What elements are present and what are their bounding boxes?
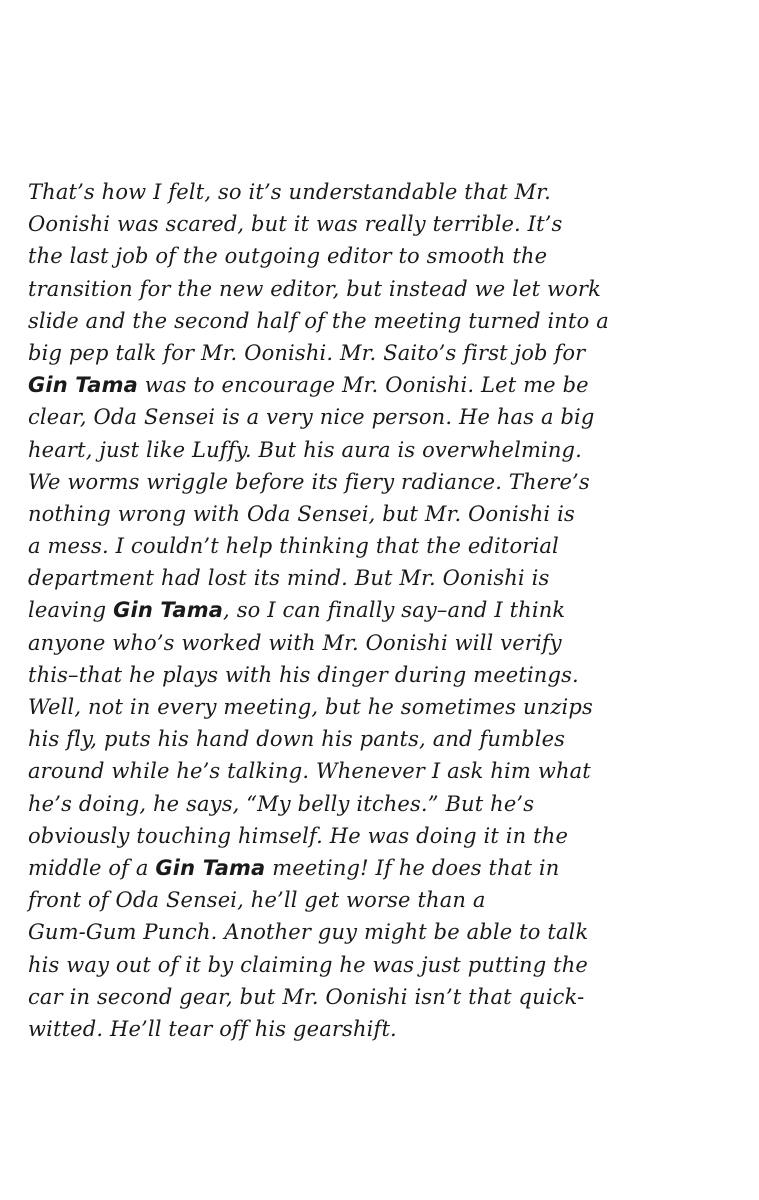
text-segment: slide and the second half of the meeting turned into a (28, 308, 609, 333)
text-segment: his way out of it by claiming he was just putting the (28, 952, 588, 977)
text-line (28, 180, 728, 212)
text-segment: around while he’s talking. Whenever I ask him what (28, 759, 591, 784)
text-segment: was to encourage Mr. Oonishi. Let me be (137, 373, 589, 398)
text-line (28, 920, 728, 952)
text-segment: leaving (28, 598, 114, 623)
text-line (28, 341, 728, 373)
text-segment: obviously touching himself. He was doing it in the (28, 823, 569, 848)
text-line (28, 212, 728, 244)
text-line (28, 824, 728, 856)
text-line (28, 502, 728, 534)
text-line (28, 373, 728, 405)
text-segment: We worms wriggle before its fiery radiance. There’s (28, 469, 590, 494)
text-line (28, 888, 728, 920)
text-line (28, 727, 728, 759)
text-segment: meeting! If he does that in (265, 855, 560, 880)
text-segment: witted. He’ll tear off his gearshift. (28, 1016, 397, 1041)
text-segment: car in second gear, but Mr. Oonishi isn’t that quick- (28, 984, 585, 1009)
text-line (28, 1017, 728, 1049)
text-segment: Gum-Gum Punch. Another guy might be able to talk (28, 920, 589, 945)
text-line (28, 470, 728, 502)
text-line (28, 663, 728, 695)
text-line (28, 856, 728, 888)
text-line (28, 534, 728, 566)
text-segment: he’s doing, he says, “My belly itches.” But he’s (28, 791, 535, 816)
title-reference: Gin Tama (28, 373, 138, 398)
text-segment: , so I can finally say–and I think (223, 598, 566, 623)
text-segment: transition for the new editor, but instead we let work (28, 276, 601, 301)
text-line (28, 759, 728, 791)
text-line (28, 277, 728, 309)
text-segment: big pep talk for Mr. Oonishi. Mr. Saito’s first job for (28, 340, 586, 365)
text-segment: middle of a (28, 855, 156, 880)
text-segment: the last job of the outgoing editor to smooth the (28, 244, 548, 269)
text-segment: front of Oda Sensei, he’ll get worse than a (28, 888, 486, 913)
title-reference: Gin Tama (155, 855, 266, 880)
text-segment: Well, not in every meeting, but he sometimes unzips (28, 695, 593, 719)
text-segment: his fly, puts his hand down his pants, and fumbles (28, 727, 566, 752)
text-line (28, 566, 728, 598)
handwritten-text-block (28, 180, 728, 1049)
text-line (28, 598, 728, 630)
text-segment: nothing wrong with Oda Sensei, but Mr. Oonishi is (28, 501, 575, 526)
text-line (28, 405, 728, 437)
text-segment: department had lost its mind. But Mr. Oonishi is (28, 566, 550, 591)
text-segment: Oonishi was scared, but it was really terrible. It’s (28, 212, 563, 237)
text-line (28, 631, 728, 663)
text-line (28, 244, 728, 276)
text-line (28, 309, 728, 341)
text-segment: heart, just like Luffy. But his aura is overwhelming. (28, 437, 582, 462)
text-line (28, 438, 728, 470)
text-line (28, 792, 728, 824)
text-line (28, 953, 728, 985)
title-reference: Gin Tama (113, 598, 224, 623)
text-segment: anyone who’s worked with Mr. Oonishi will verify (28, 630, 562, 655)
text-segment: this–that he plays with his dinger during meetings. (28, 662, 579, 687)
text-segment: clear, Oda Sensei is a very nice person. He has a big (28, 405, 595, 430)
text-segment: That’s how I felt, so it’s understandable that Mr. (28, 180, 551, 204)
text-line (28, 695, 728, 727)
text-line (28, 985, 728, 1017)
text-segment: a mess. I couldn’t help thinking that the editorial (28, 534, 559, 559)
